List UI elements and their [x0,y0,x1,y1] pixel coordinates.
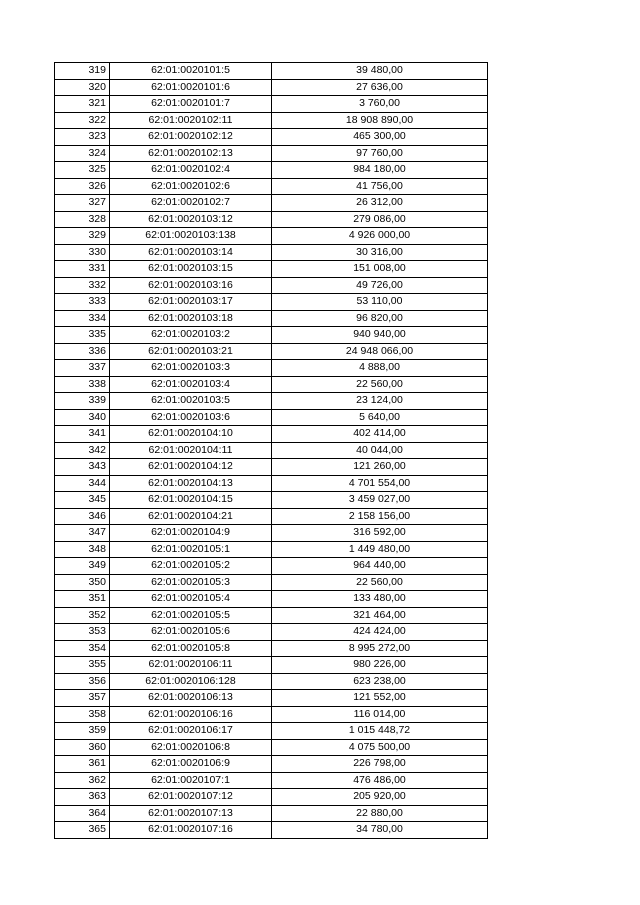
cadastral-number: 62:01:0020103:21 [110,343,272,360]
cadastral-number: 62:01:0020105:5 [110,607,272,624]
cadastral-value: 22 880,00 [272,805,488,822]
cadastral-number: 62:01:0020103:5 [110,393,272,410]
table-row [55,360,488,377]
row-number: 342 [55,442,110,459]
row-number: 360 [55,739,110,756]
row-number: 358 [55,706,110,723]
table-row [55,195,488,212]
row-number: 340 [55,409,110,426]
cadastral-number: 62:01:0020103:4 [110,376,272,393]
cadastral-number: 62:01:0020103:14 [110,244,272,261]
table-row [55,756,488,773]
row-number: 336 [55,343,110,360]
cadastral-number: 62:01:0020106:128 [110,673,272,690]
row-number: 363 [55,789,110,806]
row-number: 327 [55,195,110,212]
cadastral-number: 62:01:0020105:2 [110,558,272,575]
cadastral-value: 121 260,00 [272,459,488,476]
cadastral-value: 121 552,00 [272,690,488,707]
row-number: 331 [55,261,110,278]
cadastral-number: 62:01:0020103:138 [110,228,272,245]
table-row [55,541,488,558]
cadastral-value: 30 316,00 [272,244,488,261]
row-number: 320 [55,79,110,96]
table-row [55,96,488,113]
table-row [55,409,488,426]
table-row [55,277,488,294]
cadastral-value: 476 486,00 [272,772,488,789]
row-number: 351 [55,591,110,608]
row-number: 339 [55,393,110,410]
table-row [55,789,488,806]
cadastral-number: 62:01:0020103:2 [110,327,272,344]
row-number: 341 [55,426,110,443]
cadastral-number: 62:01:0020107:13 [110,805,272,822]
cadastral-number: 62:01:0020104:9 [110,525,272,542]
table-row [55,343,488,360]
row-number: 361 [55,756,110,773]
cadastral-value: 402 414,00 [272,426,488,443]
cadastral-value: 24 948 066,00 [272,343,488,360]
cadastral-number: 62:01:0020102:6 [110,178,272,195]
cadastral-value: 27 636,00 [272,79,488,96]
cadastral-number: 62:01:0020104:15 [110,492,272,509]
cadastral-number: 62:01:0020105:1 [110,541,272,558]
cadastral-number: 62:01:0020104:10 [110,426,272,443]
cadastral-number: 62:01:0020102:7 [110,195,272,212]
cadastral-value: 424 424,00 [272,624,488,641]
cadastral-value: 980 226,00 [272,657,488,674]
cadastral-number: 62:01:0020106:17 [110,723,272,740]
table-row [55,442,488,459]
cadastral-number: 62:01:0020103:3 [110,360,272,377]
row-number: 345 [55,492,110,509]
table-row [55,640,488,657]
cadastral-value: 279 086,00 [272,211,488,228]
cadastral-value: 1 449 480,00 [272,541,488,558]
row-number: 330 [55,244,110,261]
table-row [55,591,488,608]
row-number: 323 [55,129,110,146]
cadastral-number: 62:01:0020103:17 [110,294,272,311]
cadastral-number: 62:01:0020106:11 [110,657,272,674]
cadastral-number: 62:01:0020102:11 [110,112,272,129]
row-number: 362 [55,772,110,789]
cadastral-number: 62:01:0020105:4 [110,591,272,608]
cadastral-value: 23 124,00 [272,393,488,410]
cadastral-value: 984 180,00 [272,162,488,179]
table-row [55,492,488,509]
table-row [55,178,488,195]
row-number: 365 [55,822,110,839]
cadastral-value: 321 464,00 [272,607,488,624]
cadastral-number: 62:01:0020106:8 [110,739,272,756]
cadastral-number: 62:01:0020103:18 [110,310,272,327]
row-number: 353 [55,624,110,641]
table-row [55,723,488,740]
row-number: 333 [55,294,110,311]
cadastral-number: 62:01:0020102:4 [110,162,272,179]
cadastral-value: 40 044,00 [272,442,488,459]
table-row [55,244,488,261]
cadastral-number: 62:01:0020105:6 [110,624,272,641]
row-number: 343 [55,459,110,476]
cadastral-value: 465 300,00 [272,129,488,146]
row-number: 348 [55,541,110,558]
table-row [55,426,488,443]
row-number: 344 [55,475,110,492]
row-number: 338 [55,376,110,393]
cadastral-number: 62:01:0020104:21 [110,508,272,525]
cadastral-number: 62:01:0020104:12 [110,459,272,476]
cadastral-number: 62:01:0020102:12 [110,129,272,146]
row-number: 332 [55,277,110,294]
row-number: 328 [55,211,110,228]
row-number: 337 [55,360,110,377]
cadastral-number: 62:01:0020105:8 [110,640,272,657]
cadastral-number: 62:01:0020103:15 [110,261,272,278]
row-number: 326 [55,178,110,195]
table-row [55,459,488,476]
cadastral-number: 62:01:0020103:16 [110,277,272,294]
cadastral-value: 3 760,00 [272,96,488,113]
cadastral-value: 96 820,00 [272,310,488,327]
table-body [55,63,488,839]
cadastral-number: 62:01:0020101:5 [110,63,272,80]
row-number: 325 [55,162,110,179]
row-number: 357 [55,690,110,707]
cadastral-value: 4 926 000,00 [272,228,488,245]
cadastral-number: 62:01:0020103:6 [110,409,272,426]
cadastral-value: 97 760,00 [272,145,488,162]
cadastral-number: 62:01:0020103:12 [110,211,272,228]
row-number: 346 [55,508,110,525]
row-number: 321 [55,96,110,113]
table-row [55,327,488,344]
table-row [55,145,488,162]
row-number: 349 [55,558,110,575]
table-row [55,112,488,129]
cadastral-value: 205 920,00 [272,789,488,806]
row-number: 319 [55,63,110,80]
cadastral-number: 62:01:0020105:3 [110,574,272,591]
cadastral-value: 940 940,00 [272,327,488,344]
table-row [55,772,488,789]
cadastral-number: 62:01:0020106:9 [110,756,272,773]
table-row [55,294,488,311]
row-number: 359 [55,723,110,740]
cadastral-value: 18 908 890,00 [272,112,488,129]
row-number: 352 [55,607,110,624]
cadastral-number: 62:01:0020107:1 [110,772,272,789]
table-row [55,525,488,542]
table-row [55,558,488,575]
cadastral-number: 62:01:0020107:16 [110,822,272,839]
table-row [55,574,488,591]
row-number: 355 [55,657,110,674]
row-number: 322 [55,112,110,129]
table-row [55,393,488,410]
table-row [55,228,488,245]
cadastral-value: 34 780,00 [272,822,488,839]
cadastral-number: 62:01:0020107:12 [110,789,272,806]
table-row [55,673,488,690]
row-number: 335 [55,327,110,344]
table-row [55,475,488,492]
table-row [55,129,488,146]
table-row [55,822,488,839]
table-row [55,310,488,327]
cadastral-number: 62:01:0020104:13 [110,475,272,492]
table-row [55,624,488,641]
row-number: 350 [55,574,110,591]
table-row [55,162,488,179]
cadastral-number: 62:01:0020101:7 [110,96,272,113]
table-row [55,706,488,723]
row-number: 334 [55,310,110,327]
row-number: 324 [55,145,110,162]
cadastral-value: 4 888,00 [272,360,488,377]
cadastral-number: 62:01:0020101:6 [110,79,272,96]
table-row [55,211,488,228]
row-number: 329 [55,228,110,245]
table-row [55,739,488,756]
cadastral-value: 316 592,00 [272,525,488,542]
cadastral-value: 4 701 554,00 [272,475,488,492]
table-row [55,508,488,525]
table-row [55,805,488,822]
cadastral-value: 22 560,00 [272,574,488,591]
cadastral-value: 1 015 448,72 [272,723,488,740]
cadastral-value: 5 640,00 [272,409,488,426]
cadastral-value: 964 440,00 [272,558,488,575]
cadastral-value: 26 312,00 [272,195,488,212]
cadastral-value: 116 014,00 [272,706,488,723]
cadastral-number: 62:01:0020106:13 [110,690,272,707]
cadastral-value: 133 480,00 [272,591,488,608]
cadastral-value: 53 110,00 [272,294,488,311]
cadastral-value: 41 756,00 [272,178,488,195]
table-row [55,63,488,80]
cadastral-value: 2 158 156,00 [272,508,488,525]
cadastral-value: 8 995 272,00 [272,640,488,657]
cadastral-number: 62:01:0020106:16 [110,706,272,723]
cadastral-value: 22 560,00 [272,376,488,393]
cadastral-value: 4 075 500,00 [272,739,488,756]
table-row [55,607,488,624]
cadastral-value: 151 008,00 [272,261,488,278]
cadastral-value: 3 459 027,00 [272,492,488,509]
cadastral-value: 226 798,00 [272,756,488,773]
cadastral-number: 62:01:0020102:13 [110,145,272,162]
table-row [55,261,488,278]
table-row [55,79,488,96]
table-row [55,376,488,393]
row-number: 364 [55,805,110,822]
row-number: 354 [55,640,110,657]
cadastral-value: 49 726,00 [272,277,488,294]
table-row [55,657,488,674]
cadastral-value-table [54,62,488,839]
cadastral-number: 62:01:0020104:11 [110,442,272,459]
table-row [55,690,488,707]
cadastral-value: 39 480,00 [272,63,488,80]
row-number: 356 [55,673,110,690]
cadastral-value: 623 238,00 [272,673,488,690]
row-number: 347 [55,525,110,542]
